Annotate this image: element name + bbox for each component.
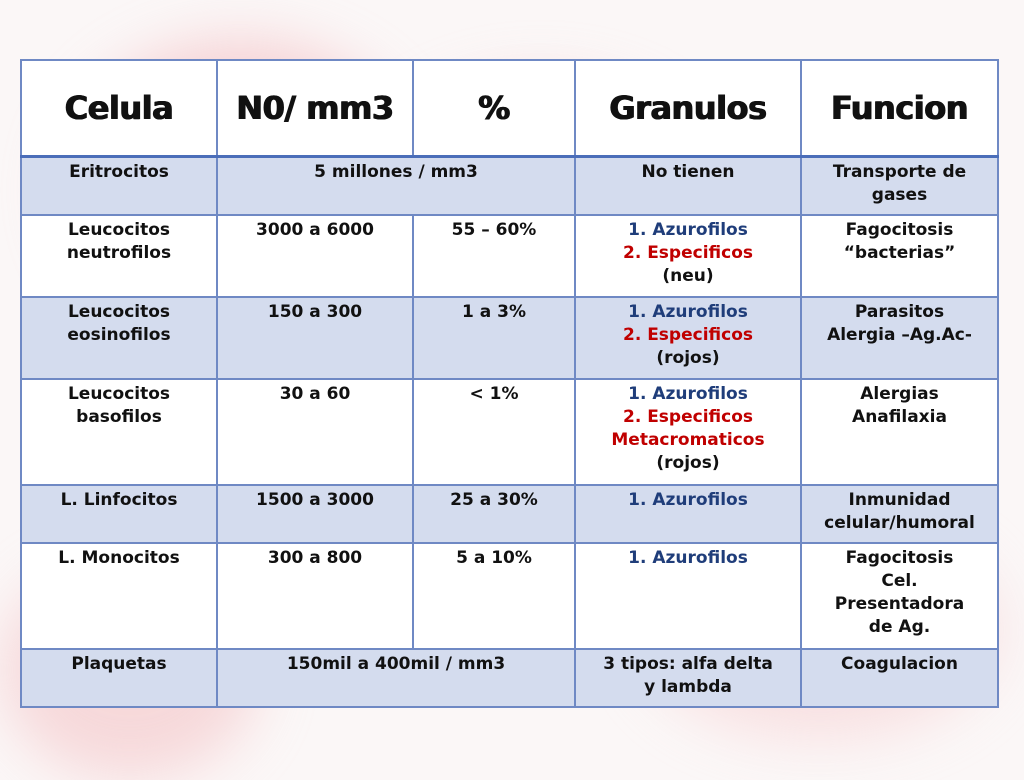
- cell-line: Presentadora: [834, 593, 965, 614]
- cell-line: 1. Azurofilos: [628, 301, 748, 322]
- cell-porcentaje: 55 – 60%: [413, 215, 575, 297]
- cell-celula: [21, 485, 217, 543]
- cell-line: 1. Azurofilos: [628, 383, 748, 404]
- cell-line: Plaquetas: [71, 653, 167, 674]
- cell-funcion: [801, 297, 998, 379]
- cell-line: Leucocitos: [67, 383, 171, 404]
- header-porcentaje: %: [413, 60, 575, 157]
- cell-funcion: [801, 379, 998, 485]
- cell-celula: [21, 649, 217, 707]
- cell-granulos: [575, 649, 801, 707]
- cell-numero: 150 a 300: [217, 297, 413, 379]
- table-row: [21, 157, 998, 215]
- table-row: [21, 297, 998, 379]
- cell-line: Parasitos: [854, 301, 945, 322]
- cell-line: gases: [871, 185, 928, 205]
- cell-granulos: [575, 157, 801, 215]
- table-row: [21, 649, 998, 707]
- cell-funcion: [801, 543, 998, 649]
- cell-numero: 300 a 800: [217, 543, 413, 649]
- cell-porcentaje: 5 a 10%: [413, 543, 575, 649]
- cell-celula: [21, 215, 217, 297]
- cell-line: 1. Azurofilos: [628, 547, 748, 568]
- cell-line: Eritrocitos: [69, 162, 169, 182]
- cell-line: 3 tipos: alfa delta: [603, 653, 773, 674]
- cell-celula: [21, 157, 217, 215]
- cell-line: L. Linfocitos: [60, 489, 178, 510]
- cell-line: 2. Especificos: [622, 406, 753, 427]
- cell-line: Cel.: [881, 570, 918, 591]
- cell-line: y lambda: [644, 676, 732, 697]
- table-row: [21, 485, 998, 543]
- cell-granulos: [575, 215, 801, 297]
- cell-line: basofilos: [76, 406, 162, 427]
- cell-line: de Ag.: [868, 616, 931, 637]
- cell-granulos: [575, 379, 801, 485]
- cell-line: Alergia –Ag.Ac-: [827, 324, 972, 345]
- cell-line: No tienen: [641, 162, 735, 182]
- cell-line: Leucocitos: [67, 301, 171, 322]
- cell-line: 2. Especificos: [622, 242, 753, 263]
- cell-line: (rojos): [656, 347, 720, 368]
- cell-line: Leucocitos: [67, 219, 171, 240]
- cell-line: “bacterias”: [843, 242, 956, 263]
- cell-granulos: [575, 485, 801, 543]
- cell-line: celular/humoral: [824, 512, 975, 533]
- table-row: [21, 543, 998, 649]
- cell-line: (neu): [662, 265, 714, 286]
- cell-celula: [21, 379, 217, 485]
- cell-numero: 150mil a 400mil / mm3: [217, 649, 575, 707]
- cell-line: (rojos): [656, 452, 720, 473]
- table-row: [21, 215, 998, 297]
- cell-line: Coagulacion: [841, 653, 958, 674]
- cell-porcentaje: 25 a 30%: [413, 485, 575, 543]
- cell-numero: 3000 a 6000: [217, 215, 413, 297]
- cell-line: Metacromaticos: [611, 429, 765, 450]
- cell-granulos: [575, 543, 801, 649]
- cell-funcion: [801, 215, 998, 297]
- cell-funcion: [801, 157, 998, 215]
- table-row: [21, 379, 998, 485]
- cell-granulos: [575, 297, 801, 379]
- header-celula: Celula: [21, 60, 217, 157]
- cell-line: Alergias: [860, 383, 939, 404]
- cell-line: Anafilaxia: [852, 406, 947, 427]
- cell-line: L. Monocitos: [58, 547, 180, 568]
- cell-line: Inmunidad: [848, 489, 951, 510]
- cell-line: Transporte de: [832, 162, 967, 182]
- cell-line: neutrofilos: [66, 242, 172, 263]
- header-funcion: Funcion: [801, 60, 998, 157]
- cell-celula: [21, 543, 217, 649]
- header-row: [21, 60, 998, 157]
- cell-line: 2. Especificos: [622, 324, 753, 345]
- cell-line: Fagocitosis: [845, 547, 954, 568]
- blood-cells-table: [20, 59, 999, 708]
- cell-funcion: [801, 649, 998, 707]
- cell-funcion: [801, 485, 998, 543]
- cell-numero: 5 millones / mm3: [217, 157, 575, 215]
- cell-line: 1. Azurofilos: [628, 219, 748, 240]
- header-numero: N0/ mm3: [217, 60, 413, 157]
- cell-celula: [21, 297, 217, 379]
- cell-numero: 1500 a 3000: [217, 485, 413, 543]
- cell-porcentaje: < 1%: [413, 379, 575, 485]
- cell-line: Fagocitosis: [845, 219, 954, 240]
- cell-line: 1. Azurofilos: [628, 489, 748, 510]
- header-granulos: Granulos: [575, 60, 801, 157]
- cell-line: eosinofilos: [67, 324, 171, 345]
- cell-porcentaje: 1 a 3%: [413, 297, 575, 379]
- cell-numero: 30 a 60: [217, 379, 413, 485]
- table-body: [21, 157, 998, 707]
